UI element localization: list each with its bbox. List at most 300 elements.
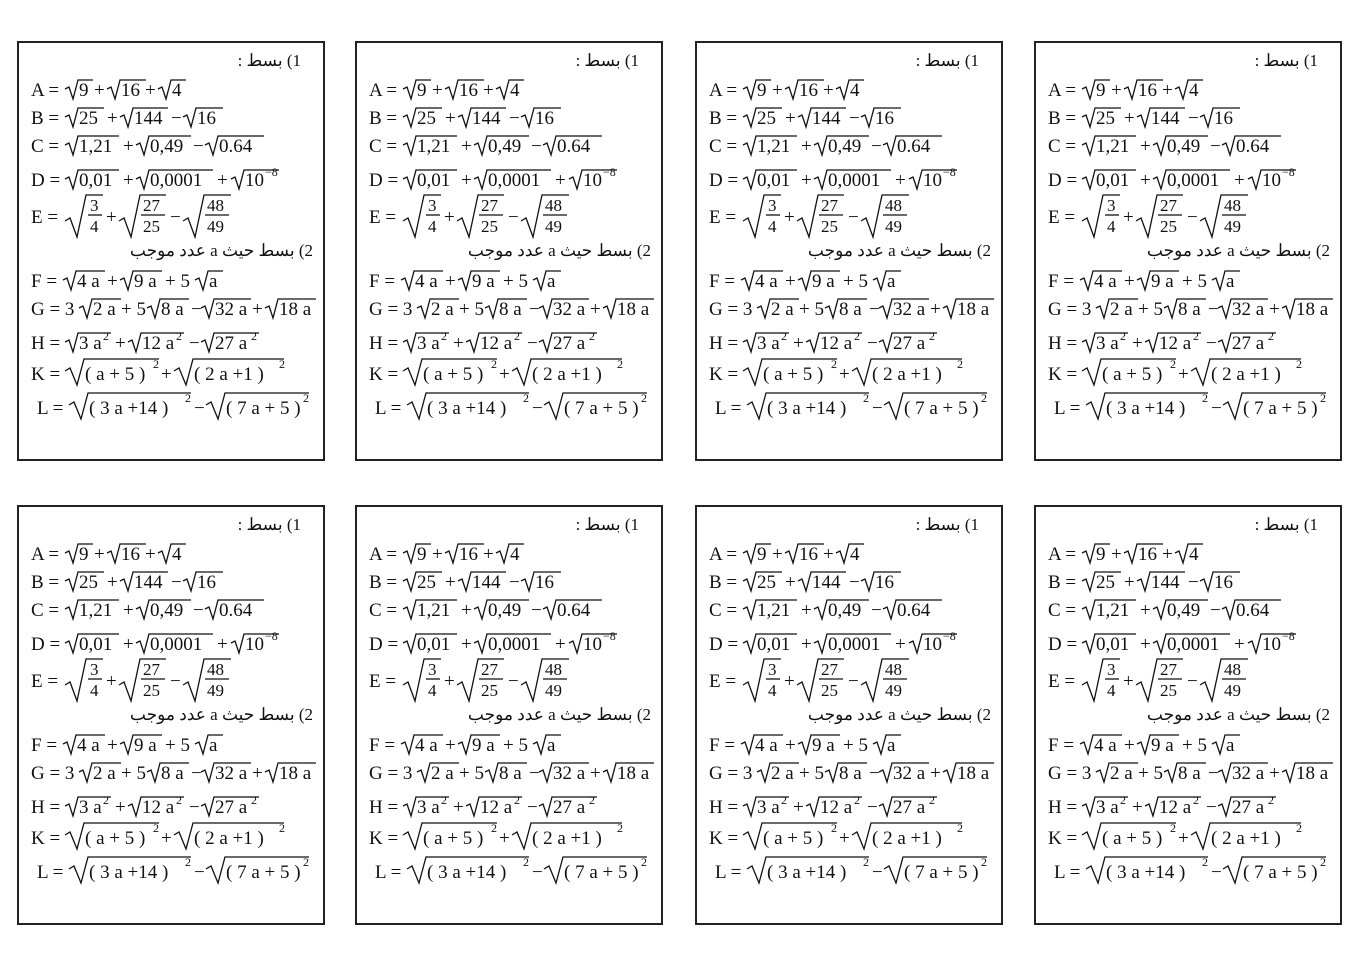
svg-text:2: 2: [1268, 793, 1274, 807]
expression-g: [369, 296, 661, 322]
expression-a: [1048, 77, 1238, 103]
svg-text:−: −: [1187, 207, 1198, 228]
svg-text:( 2 a +1 ): ( 2 a +1 ): [872, 364, 942, 385]
svg-text:9 a: 9 a: [1151, 735, 1174, 756]
expression-l-math: [369, 851, 659, 885]
svg-text:+: +: [823, 80, 834, 101]
svg-text:a: a: [1226, 271, 1235, 292]
expression-k-math: [1048, 819, 1328, 851]
svg-text:+: +: [453, 797, 464, 818]
svg-text:2: 2: [303, 391, 309, 405]
svg-text:A =: A =: [369, 80, 398, 101]
svg-text:A =: A =: [31, 544, 60, 565]
section-2-header: [808, 241, 991, 261]
svg-text:27 a: 27 a: [893, 333, 926, 354]
svg-text:( 2 a +1 ): ( 2 a +1 ): [872, 828, 942, 849]
svg-text:−: −: [193, 600, 204, 621]
svg-text:a: a: [887, 735, 896, 756]
expression-f: [1048, 732, 1278, 758]
svg-text:K =: K =: [1048, 364, 1078, 385]
svg-text:144: 144: [812, 108, 841, 129]
svg-text:+: +: [1269, 763, 1280, 784]
svg-text:+: +: [772, 544, 783, 565]
expression-h: [31, 788, 301, 820]
svg-text:+: +: [839, 364, 850, 385]
section-2-number: 2): [976, 705, 991, 724]
svg-text:2: 2: [1320, 855, 1326, 869]
expression-e: [369, 657, 619, 703]
svg-text:9 a: 9 a: [1151, 271, 1174, 292]
svg-text:9 a: 9 a: [472, 271, 495, 292]
svg-text:2: 2: [641, 855, 647, 869]
expression-b-math: [709, 569, 939, 595]
expression-h-math: [1048, 324, 1318, 356]
svg-text:0,01: 0,01: [79, 634, 113, 655]
svg-text:( a + 5 ): ( a + 5 ): [85, 828, 146, 849]
svg-text:+: +: [461, 600, 472, 621]
svg-text:−8: −8: [603, 629, 616, 643]
svg-text:−: −: [508, 207, 519, 228]
svg-text:12 a: 12 a: [480, 333, 513, 354]
svg-text:9: 9: [79, 544, 89, 565]
svg-text:( 3 a +14 ): ( 3 a +14 ): [89, 398, 169, 419]
svg-text:L =: L =: [1054, 398, 1081, 419]
svg-text:−: −: [508, 671, 519, 692]
svg-text:F =: F =: [369, 271, 396, 292]
section-1-number: 1): [1303, 51, 1318, 70]
svg-text:2: 2: [251, 329, 257, 343]
svg-text:2: 2: [303, 855, 309, 869]
svg-text:A =: A =: [709, 544, 738, 565]
svg-text:10: 10: [583, 634, 602, 655]
svg-text:G = 3: G = 3: [1048, 299, 1092, 320]
expression-a: [31, 77, 221, 103]
expression-e: [1048, 193, 1298, 239]
section-2-header: [130, 241, 313, 261]
svg-text:H =: H =: [709, 797, 739, 818]
svg-text:−: −: [529, 299, 540, 320]
svg-text:2 a: 2 a: [93, 763, 116, 784]
svg-text:3: 3: [768, 660, 777, 679]
svg-text:25: 25: [79, 572, 98, 593]
svg-text:4 a: 4 a: [415, 271, 438, 292]
expression-a-math: [369, 541, 559, 567]
svg-text:−: −: [189, 797, 200, 818]
svg-text:+: +: [772, 80, 783, 101]
svg-text:2: 2: [1296, 821, 1302, 835]
expression-a: [369, 77, 559, 103]
svg-text:−: −: [171, 108, 182, 129]
svg-text:4: 4: [172, 544, 182, 565]
svg-text:+: +: [785, 108, 796, 129]
svg-text:−: −: [1211, 862, 1222, 883]
svg-text:A =: A =: [1048, 544, 1077, 565]
expression-c: [31, 597, 281, 623]
expression-b: [369, 105, 599, 131]
section-1-title: بسط :: [915, 515, 961, 534]
expression-g-math: [709, 296, 1001, 322]
svg-text:27: 27: [1160, 196, 1177, 215]
expression-f-math: [369, 732, 599, 758]
svg-text:2: 2: [1202, 391, 1208, 405]
svg-text:( a + 5 ): ( a + 5 ): [423, 364, 484, 385]
svg-text:3: 3: [90, 196, 99, 215]
svg-text:1,21: 1,21: [79, 136, 113, 157]
svg-text:12 a: 12 a: [1159, 333, 1192, 354]
section-1-title: بسط :: [575, 515, 621, 534]
svg-text:10: 10: [1262, 170, 1281, 191]
expression-c-math: [709, 597, 959, 623]
expression-g: [369, 760, 661, 786]
section-2-number: 2): [1315, 241, 1330, 260]
svg-text:+ 5: + 5: [121, 763, 146, 784]
svg-text:0,01: 0,01: [417, 634, 451, 655]
expression-e-math: [31, 657, 281, 703]
svg-text:4: 4: [1107, 681, 1116, 700]
expression-l: [31, 851, 321, 885]
svg-text:18 a: 18 a: [957, 763, 990, 784]
section-2-number: 2): [976, 241, 991, 260]
svg-text:10: 10: [923, 170, 942, 191]
section-2-number: 2): [298, 241, 313, 260]
section-1-number: 1): [624, 51, 639, 70]
svg-text:8 a: 8 a: [839, 763, 862, 784]
svg-text:0,0001: 0,0001: [150, 170, 203, 191]
svg-text:+: +: [785, 271, 796, 292]
expression-c-math: [369, 133, 619, 159]
svg-text:+ 5: + 5: [459, 299, 484, 320]
svg-text:2: 2: [441, 793, 447, 807]
svg-text:3 a: 3 a: [1096, 797, 1119, 818]
svg-text:E =: E =: [31, 671, 59, 692]
expression-f: [1048, 268, 1278, 294]
svg-text:32 a: 32 a: [215, 763, 248, 784]
svg-text:2: 2: [617, 821, 623, 835]
section-2-number: 2): [636, 705, 651, 724]
svg-text:+: +: [785, 735, 796, 756]
svg-text:16: 16: [875, 108, 894, 129]
svg-text:3 a: 3 a: [417, 333, 440, 354]
svg-text:H =: H =: [369, 333, 399, 354]
svg-text:16: 16: [1214, 572, 1233, 593]
svg-text:+: +: [94, 80, 105, 101]
svg-text:+: +: [785, 572, 796, 593]
svg-text:25: 25: [417, 572, 436, 593]
svg-text:G = 3: G = 3: [31, 763, 75, 784]
svg-text:1,21: 1,21: [417, 600, 451, 621]
expression-d-math: [369, 161, 639, 193]
svg-text:8 a: 8 a: [161, 299, 184, 320]
exercise-card: [355, 41, 663, 461]
svg-text:0,0001: 0,0001: [1167, 170, 1220, 191]
expression-f-math: [709, 732, 939, 758]
expression-d: [709, 625, 979, 657]
svg-text:( 7 a + 5 ): ( 7 a + 5 ): [564, 862, 639, 883]
svg-text:4: 4: [1107, 217, 1116, 236]
expression-c-math: [1048, 597, 1298, 623]
svg-text:−: −: [848, 671, 859, 692]
svg-text:+: +: [1140, 136, 1151, 157]
svg-text:2: 2: [1320, 391, 1326, 405]
svg-text:( a + 5 ): ( a + 5 ): [1102, 364, 1163, 385]
svg-text:( a + 5 ): ( a + 5 ): [763, 828, 824, 849]
expression-l-math: [31, 851, 321, 885]
svg-text:2: 2: [1170, 821, 1176, 835]
svg-text:+: +: [461, 136, 472, 157]
svg-text:1,21: 1,21: [1096, 600, 1130, 621]
svg-text:4 a: 4 a: [77, 271, 100, 292]
svg-text:+: +: [499, 364, 510, 385]
svg-text:2: 2: [279, 357, 285, 371]
svg-text:0,49: 0,49: [150, 136, 184, 157]
svg-text:48: 48: [1224, 196, 1241, 215]
section-1-title: بسط :: [575, 51, 621, 70]
section-2-header: [468, 705, 651, 725]
expression-d-math: [709, 161, 979, 193]
svg-text:27: 27: [821, 196, 838, 215]
svg-text:+ 5: + 5: [1182, 735, 1207, 756]
svg-text:2: 2: [831, 821, 837, 835]
svg-text:F =: F =: [709, 271, 736, 292]
section-1-header: [1255, 51, 1318, 71]
section-2-number: 2): [1315, 705, 1330, 724]
expression-e-math: [369, 193, 619, 239]
svg-text:49: 49: [207, 681, 224, 700]
svg-text:2: 2: [103, 793, 109, 807]
svg-text:2: 2: [1120, 793, 1126, 807]
svg-text:16: 16: [1214, 108, 1233, 129]
svg-text:2 a: 2 a: [431, 299, 454, 320]
svg-text:+: +: [1111, 80, 1122, 101]
svg-text:2: 2: [957, 821, 963, 835]
expression-l: [709, 851, 999, 885]
svg-text:+: +: [784, 671, 795, 692]
svg-text:−: −: [527, 797, 538, 818]
expression-f-math: [709, 268, 939, 294]
svg-text:10: 10: [245, 634, 264, 655]
svg-text:+: +: [499, 828, 510, 849]
svg-text:27 a: 27 a: [553, 333, 586, 354]
expression-b: [1048, 569, 1278, 595]
expression-f: [31, 732, 261, 758]
expression-c: [1048, 133, 1298, 159]
svg-text:−8: −8: [1282, 165, 1295, 179]
svg-text:2: 2: [1170, 357, 1176, 371]
svg-text:+ 5: + 5: [799, 763, 824, 784]
expression-k-math: [31, 819, 311, 851]
svg-text:4 a: 4 a: [1094, 271, 1117, 292]
svg-text:C =: C =: [369, 136, 398, 157]
svg-text:D =: D =: [369, 170, 399, 191]
svg-text:+: +: [895, 634, 906, 655]
expression-g: [709, 760, 1001, 786]
svg-text:2: 2: [176, 793, 182, 807]
expression-b: [369, 569, 599, 595]
expression-b-math: [31, 105, 261, 131]
svg-text:( 7 a + 5 ): ( 7 a + 5 ): [1243, 398, 1318, 419]
expression-b: [709, 105, 939, 131]
expression-a: [31, 541, 221, 567]
section-1-number: 1): [286, 515, 301, 534]
expression-k-math: [369, 355, 649, 387]
expression-d-math: [31, 161, 301, 193]
svg-text:+: +: [1132, 797, 1143, 818]
svg-text:+: +: [94, 544, 105, 565]
svg-text:+: +: [483, 80, 494, 101]
svg-text:27: 27: [1160, 660, 1177, 679]
svg-text:0,0001: 0,0001: [828, 170, 881, 191]
svg-text:27: 27: [821, 660, 838, 679]
svg-text:0,01: 0,01: [1096, 170, 1130, 191]
svg-text:8 a: 8 a: [161, 763, 184, 784]
svg-text:−: −: [532, 398, 543, 419]
expression-c: [31, 133, 281, 159]
expression-f-math: [31, 268, 261, 294]
svg-text:+ 5: + 5: [459, 763, 484, 784]
svg-text:32 a: 32 a: [553, 299, 586, 320]
svg-text:4: 4: [850, 80, 860, 101]
svg-text:+: +: [801, 170, 812, 191]
expression-b: [31, 569, 261, 595]
svg-text:2: 2: [1268, 329, 1274, 343]
svg-text:9: 9: [757, 544, 767, 565]
expression-h: [1048, 324, 1318, 356]
svg-text:10: 10: [923, 634, 942, 655]
svg-text:9: 9: [1096, 80, 1106, 101]
svg-text:a: a: [209, 271, 218, 292]
expression-f-math: [1048, 732, 1278, 758]
svg-text:8 a: 8 a: [1178, 763, 1201, 784]
svg-text:32 a: 32 a: [1232, 299, 1265, 320]
svg-text:32 a: 32 a: [1232, 763, 1265, 784]
section-2-title: بسط حيث a عدد موجب: [129, 241, 295, 260]
svg-text:16: 16: [197, 108, 216, 129]
svg-text:+: +: [590, 299, 601, 320]
expression-g-math: [1048, 760, 1340, 786]
svg-text:−: −: [170, 207, 181, 228]
svg-text:−: −: [1188, 108, 1199, 129]
expression-h-math: [709, 788, 979, 820]
svg-text:+: +: [930, 763, 941, 784]
svg-text:18 a: 18 a: [279, 763, 312, 784]
svg-text:32 a: 32 a: [893, 763, 926, 784]
svg-text:25: 25: [417, 108, 436, 129]
svg-text:4: 4: [510, 80, 520, 101]
svg-text:0,01: 0,01: [757, 634, 791, 655]
svg-text:48: 48: [207, 196, 224, 215]
svg-text:+: +: [145, 80, 156, 101]
section-2-title: بسط حيث a عدد موجب: [1146, 241, 1312, 260]
svg-text:−: −: [1206, 797, 1217, 818]
svg-text:3: 3: [428, 660, 437, 679]
expression-l-math: [1048, 851, 1338, 885]
section-1-header: [916, 51, 979, 71]
svg-text:12 a: 12 a: [820, 333, 853, 354]
expression-l: [1048, 387, 1338, 421]
svg-text:4 a: 4 a: [415, 735, 438, 756]
svg-text:G = 3: G = 3: [709, 299, 753, 320]
expression-b: [1048, 105, 1278, 131]
svg-text:48: 48: [207, 660, 224, 679]
svg-text:−: −: [189, 333, 200, 354]
expression-g-math: [31, 760, 323, 786]
svg-text:−: −: [1208, 763, 1219, 784]
svg-text:18 a: 18 a: [1296, 299, 1329, 320]
svg-text:27: 27: [143, 196, 160, 215]
svg-text:3 a: 3 a: [1096, 333, 1119, 354]
svg-text:+: +: [590, 763, 601, 784]
svg-text:F =: F =: [31, 735, 58, 756]
svg-text:+ 5: + 5: [1182, 271, 1207, 292]
svg-text:−: −: [872, 398, 883, 419]
section-2-title: بسط حيث a عدد موجب: [807, 705, 973, 724]
svg-text:2: 2: [781, 793, 787, 807]
svg-text:3 a: 3 a: [757, 797, 780, 818]
svg-text:( a + 5 ): ( a + 5 ): [85, 364, 146, 385]
svg-text:4: 4: [428, 681, 437, 700]
svg-text:+: +: [1234, 170, 1245, 191]
expression-d-math: [369, 625, 639, 657]
svg-text:+: +: [483, 544, 494, 565]
svg-text:3: 3: [1107, 660, 1116, 679]
expression-k: [31, 819, 311, 851]
svg-text:49: 49: [885, 681, 902, 700]
expression-h: [1048, 788, 1318, 820]
svg-text:27 a: 27 a: [553, 797, 586, 818]
svg-text:( 3 a +14 ): ( 3 a +14 ): [1106, 398, 1186, 419]
svg-text:27 a: 27 a: [215, 333, 248, 354]
svg-text:3: 3: [768, 196, 777, 215]
svg-text:27 a: 27 a: [1232, 333, 1265, 354]
svg-text:18 a: 18 a: [1296, 763, 1329, 784]
svg-text:D =: D =: [709, 170, 739, 191]
svg-text:+: +: [1178, 364, 1189, 385]
expression-k-math: [1048, 355, 1328, 387]
svg-text:+: +: [784, 207, 795, 228]
svg-text:4 a: 4 a: [77, 735, 100, 756]
svg-text:49: 49: [885, 217, 902, 236]
svg-text:+: +: [107, 108, 118, 129]
svg-text:−: −: [527, 333, 538, 354]
svg-text:0.64: 0.64: [1236, 136, 1270, 157]
svg-text:3: 3: [428, 196, 437, 215]
svg-text:+ 5: + 5: [503, 271, 528, 292]
svg-text:4: 4: [90, 217, 99, 236]
svg-text:( a + 5 ): ( a + 5 ): [1102, 828, 1163, 849]
svg-text:a: a: [209, 735, 218, 756]
svg-text:25: 25: [1160, 681, 1177, 700]
svg-text:−8: −8: [943, 629, 956, 643]
expression-g-math: [369, 760, 661, 786]
section-1-title: بسط :: [237, 51, 283, 70]
svg-text:4 a: 4 a: [1094, 735, 1117, 756]
svg-text:144: 144: [134, 108, 163, 129]
svg-text:K =: K =: [369, 364, 399, 385]
expression-b-math: [369, 569, 599, 595]
svg-text:2 a: 2 a: [771, 299, 794, 320]
svg-text:2: 2: [523, 391, 529, 405]
svg-text:4: 4: [510, 544, 520, 565]
svg-text:+: +: [107, 271, 118, 292]
svg-text:2: 2: [863, 391, 869, 405]
svg-text:−: −: [531, 136, 542, 157]
svg-text:+: +: [1178, 828, 1189, 849]
svg-text:F =: F =: [1048, 735, 1075, 756]
svg-text:+ 5: + 5: [165, 735, 190, 756]
expression-d-math: [1048, 161, 1318, 193]
svg-text:2: 2: [176, 329, 182, 343]
svg-text:2: 2: [279, 821, 285, 835]
